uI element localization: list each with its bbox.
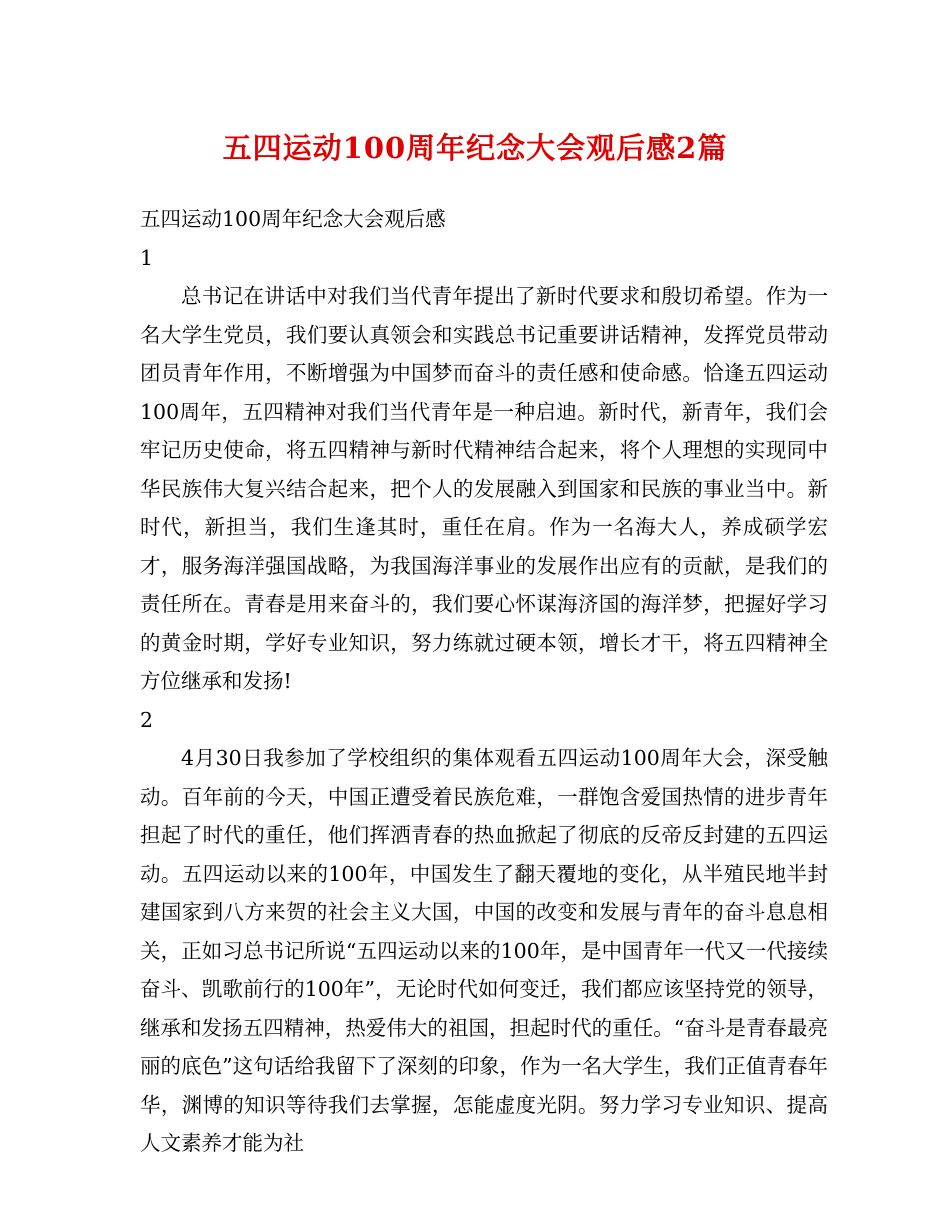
- subtitle-line: 五四运动100周年纪念大会观后感: [140, 207, 446, 231]
- section-number-2: 2: [140, 707, 154, 732]
- section-number-1: 1: [140, 245, 154, 270]
- paragraph-1: 总书记在讲话中对我们当代青年提出了新时代要求和殷切希望。作为一名大学生党员，我们要认真领会和实践总书记重要讲话精神，发挥党员带动团员青年作用，不断增强为中国梦而奋斗的责任感和使命感。恰逢五四运动100周年，五四精神对我们当代青年是一种启迪。新时代，新青年，我们会牢记历史使命，将五四精神与新时代精神结合起来，将个人理想的实现同中华民族伟大复兴结合起来，把个人的发展融入到国家和民族的事业当中。新时代，新担当，我们生逢其时，重任在肩。作为一名海大人，养成硕学宏才，服务海洋强国战略，为我国海洋事业的发展作出应有的贡献，是我们的责任所在。青春是用来奋斗的，我们要心怀谋海济国的海洋梦，把握好学习的黄金时期，学好专业知识，努力练就过硬本领，增长才干，将五四精神全方位继承和发扬!: [140, 284, 828, 693]
- document-body: [140, 200, 828, 1163]
- paragraph-2: 4月30日我参加了学校组织的集体观看五四运动100周年大会，深受触动。百年前的今天，中国正遭受着民族危难，一群饱含爱国热情的进步青年担起了时代的重任，他们挥洒青春的热血掀起了彻底的反帝反封建的五四运动。五四运动以来的100年，中国发生了翻天覆地的变化，从半殖民地半封建国家到八方来贺的社会主义大国，中国的改变和发展与青年的奋斗息息相关，正如习总书记所说“五四运动以来的100年，是中国青年一代又一代接续奋斗、凯歌前行的100年”，无论时代如何变迁，我们都应该坚持党的领导，继承和发扬五四精神，热爱伟大的祖国，担起时代的重任。“奋斗是青春最亮丽的底色”这句话给我留下了深刻的印象，作为一名大学生，我们正值青春年华，渊博的知识等待我们去掌握，怎能虚度光阴。努力学习专业知识、提高人文素养才能为社: [140, 746, 828, 1155]
- document-title: 五四运动100周年纪念大会观后感2篇: [222, 131, 728, 165]
